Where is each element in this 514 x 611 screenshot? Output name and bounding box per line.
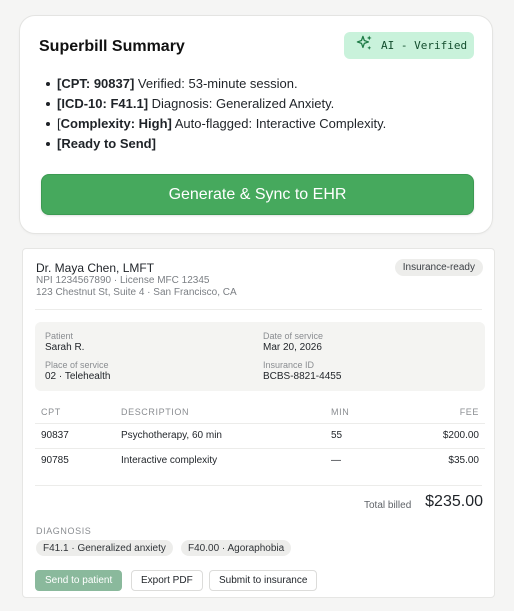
summary-item-ready xyxy=(46,134,386,154)
cell-description: Interactive complexity xyxy=(115,448,325,473)
send-to-patient-button[interactable]: Send to patient xyxy=(35,570,122,591)
superbill-card xyxy=(22,248,495,598)
summary-item-tag: Complexity: High] xyxy=(60,116,172,131)
diagnosis-heading: DIAGNOSIS xyxy=(36,526,92,536)
summary-item-text: Diagnosis: Generalized Anxiety. xyxy=(148,96,335,111)
generate-sync-ehr-button[interactable]: Generate & Sync to EHR xyxy=(41,174,474,215)
place-of-service-label: Place of service xyxy=(45,360,109,370)
cell-cpt: 90837 xyxy=(35,423,115,448)
cell-description: Psychotherapy, 60 min xyxy=(115,423,325,448)
cell-fee: $200.00 xyxy=(415,423,485,448)
table-header-row xyxy=(35,401,485,423)
cell-fee: $35.00 xyxy=(415,448,485,473)
services-table xyxy=(35,401,485,473)
header-min: MIN xyxy=(331,406,350,417)
export-pdf-button[interactable]: Export PDF xyxy=(131,570,203,591)
insurance-id-label: Insurance ID xyxy=(263,360,315,370)
table-row xyxy=(35,423,485,448)
ai-badge-label: AI - Verified xyxy=(381,39,468,52)
provider-meta xyxy=(36,275,237,299)
summary-item-text: Auto-flagged: Interactive Complexity. xyxy=(171,116,387,131)
summary-item-cpt xyxy=(46,74,386,94)
sparkles-icon xyxy=(355,34,374,58)
cell-min: 55 xyxy=(325,423,415,448)
summary-item-tag: [Ready to Send] xyxy=(57,136,156,151)
header-description: DESCRIPTION xyxy=(121,406,190,417)
place-of-service-value: 02 · Telehealth xyxy=(45,371,111,382)
insurance-id-value: BCBS-8821-4455 xyxy=(263,371,342,382)
divider xyxy=(35,309,482,310)
total-billed-value: $235.00 xyxy=(425,493,483,510)
header-fee: FEE xyxy=(459,406,479,417)
insurance-ready-badge: Insurance-ready xyxy=(395,259,483,276)
summary-item-complexity xyxy=(46,114,386,134)
summary-item-icd xyxy=(46,94,386,114)
ai-verified-badge xyxy=(344,32,474,59)
date-of-service-value: Mar 20, 2026 xyxy=(263,342,322,353)
patient-info-panel xyxy=(35,322,485,391)
patient-value: Sarah R. xyxy=(45,342,85,353)
table-row xyxy=(35,448,485,473)
patient-label: Patient xyxy=(45,331,74,341)
summary-item-tag-prefix: [ xyxy=(57,116,61,131)
total-billed-label: Total billed xyxy=(364,500,412,511)
summary-list xyxy=(46,74,386,154)
summary-item-tag: [CPT: 90837] xyxy=(57,76,135,91)
cell-cpt: 90785 xyxy=(35,448,115,473)
submit-to-insurance-button[interactable]: Submit to insurance xyxy=(209,570,317,591)
divider xyxy=(35,485,482,486)
summary-item-text: Verified: 53-minute session. xyxy=(134,76,298,91)
diagnosis-tag: F41.1 · Generalized anxiety xyxy=(36,540,173,556)
superbill-summary-card xyxy=(19,15,493,234)
date-of-service-label: Date of service xyxy=(263,331,324,341)
summary-title: Superbill Summary xyxy=(39,38,185,55)
cell-min: — xyxy=(325,448,415,473)
provider-address: 123 Chestnut St, Suite 4 · San Francisco, CA xyxy=(36,287,237,298)
diagnosis-tag: F40.00 · Agoraphobia xyxy=(181,540,291,556)
provider-name: Dr. Maya Chen, LMFT xyxy=(36,261,155,275)
header-cpt: CPT xyxy=(41,406,61,417)
summary-item-tag: [ICD-10: F41.1] xyxy=(57,96,149,111)
provider-ids: NPI 1234567890 · License MFC 12345 xyxy=(36,275,210,286)
